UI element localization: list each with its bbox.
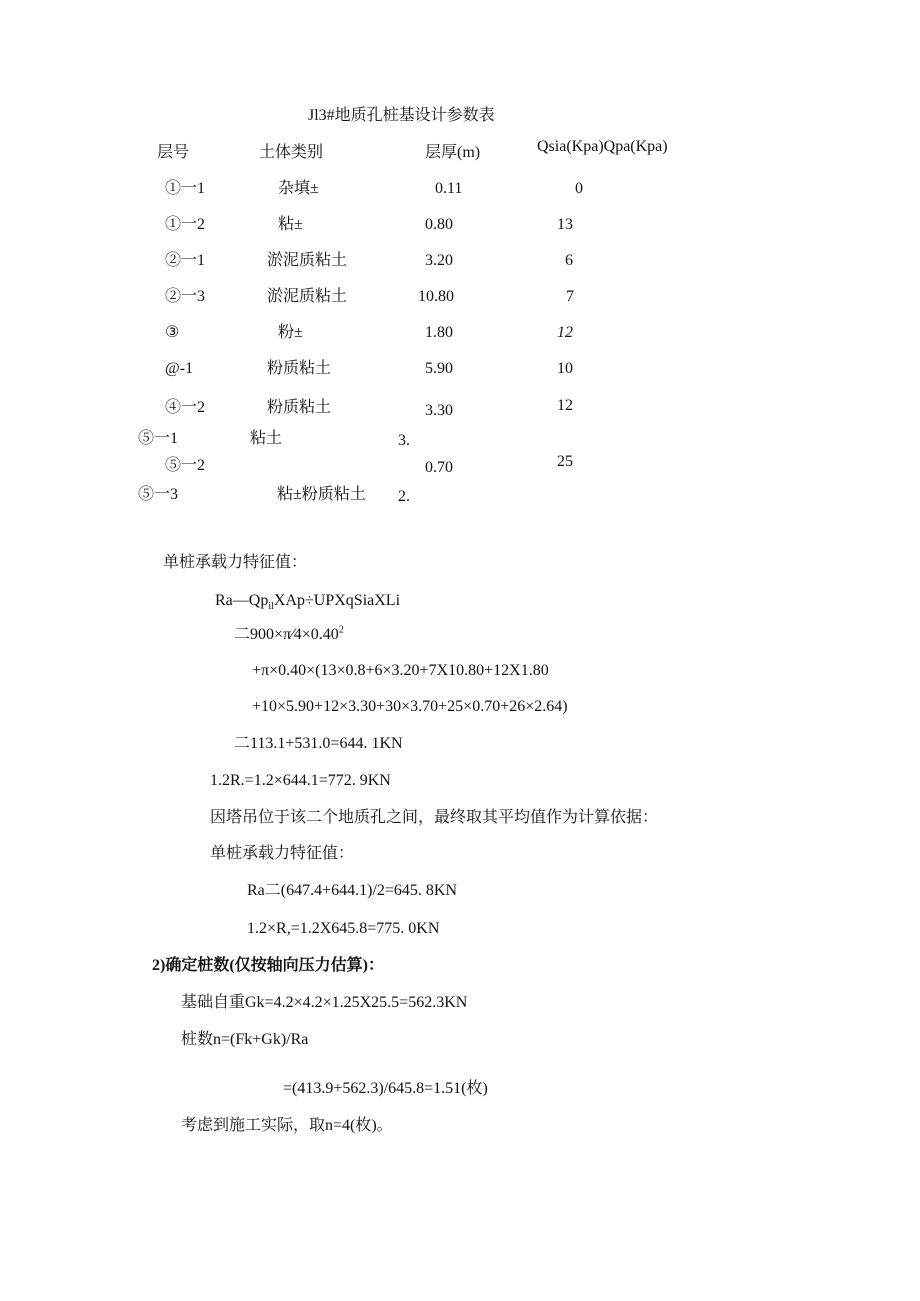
calc-line-7: 1.2×R,=1.2X645.8=775. 0KN — [247, 920, 440, 937]
row-1-qsia: 0 — [575, 180, 583, 197]
calc-line-1 — [234, 625, 344, 645]
row-4-layer-no: ②一3 — [165, 288, 206, 305]
row-5-qsia: 12 — [557, 324, 573, 341]
row-10-soil: 粘±粉质粘土 — [277, 486, 366, 503]
row-2-thickness: 0.80 — [425, 216, 453, 233]
row-8-soil: 粘土 — [250, 430, 283, 447]
row-3-layer-no: ②一1 — [165, 252, 206, 269]
piles-heading: 2)确定桩数(仅按轴向压力估算)： — [152, 957, 384, 974]
calc-line-2: +π×0.40×(13×0.8+6×3.20+7X10.80+12X1.80 — [252, 662, 549, 679]
row-3-qsia: 6 — [565, 252, 573, 269]
table-title: Jl3#地质孔桩基设计参数表 — [308, 107, 495, 124]
row-7-qsia: 12 — [557, 397, 573, 414]
row-7-soil: 粉质粘土 — [267, 399, 332, 416]
row-5-thickness: 1.80 — [425, 324, 453, 341]
calc-line-5: 1.2R.=1.2×644.1=772. 9KN — [210, 772, 391, 789]
header-qsia-qpa: Qsia(Kpa)Qpa(Kpa) — [537, 138, 668, 155]
calc-line-3: +10×5.90+12×3.30+30×3.70+25×0.70+26×2.64) — [252, 698, 568, 715]
row-6-qsia: 10 — [557, 360, 573, 377]
calc-formula-sub: il — [268, 601, 274, 613]
row-5-soil: 粉± — [278, 324, 303, 341]
calc-note: 因塔吊位于该二个地质孔之间，最终取其平均值作为计算依据： — [210, 809, 659, 826]
header-layer-no: 层号 — [157, 144, 190, 161]
row-2-soil: 粘± — [278, 216, 303, 233]
header-thickness: 层厚(m) — [425, 144, 481, 161]
calc-line-6: Ra二(647.4+644.1)/2=645. 8KN — [247, 882, 458, 899]
piles-count-formula: 桩数n=(Fk+Gk)/Ra — [181, 1031, 309, 1048]
row-5-layer-no: ③ — [165, 324, 180, 341]
calc-line-4: 二113.1+531.0=644. 1KN — [234, 735, 403, 752]
piles-conclusion: 考虑到施工实际，取n=4(枚)。 — [181, 1117, 393, 1134]
row-9-qsia: 25 — [557, 453, 573, 470]
row-10-layer-no: ⑤一3 — [138, 486, 179, 503]
row-2-qsia: 13 — [557, 216, 573, 233]
row-1-thickness: 0.11 — [435, 180, 463, 197]
row-7-layer-no: ④一2 — [165, 399, 206, 416]
row-7-thickness: 3.30 — [425, 402, 453, 419]
row-8-thickness: 3. — [398, 432, 410, 449]
calc-line-1-sup: 2 — [338, 624, 344, 636]
piles-count-calc: =(413.9+562.3)/645.8=1.51(枚) — [283, 1080, 488, 1097]
row-9-thickness: 0.70 — [425, 459, 453, 476]
row-9-layer-no: ⑤一2 — [165, 457, 206, 474]
calc-formula-pre: Ra—Qp — [215, 592, 269, 609]
calc-heading-2: 单桩承载力特征值： — [210, 845, 355, 862]
row-6-thickness: 5.90 — [425, 360, 453, 377]
piles-self-weight: 基础自重Gk=4.2×4.2×1.25X25.5=562.3KN — [181, 994, 468, 1011]
row-3-thickness: 3.20 — [425, 252, 453, 269]
row-8-layer-no: ⑤一1 — [138, 430, 179, 447]
row-1-layer-no: ①一1 — [165, 180, 206, 197]
row-2-layer-no: ①一2 — [165, 216, 206, 233]
row-4-qsia: 7 — [566, 288, 574, 305]
calc-formula — [215, 591, 400, 611]
calc-heading-1: 单桩承载力特征值： — [163, 554, 308, 571]
header-soil-type: 土体类别 — [259, 144, 324, 161]
calc-formula-post: XAp÷UPXqSiaXLi — [273, 592, 401, 609]
row-6-soil: 粉质粘土 — [267, 360, 332, 377]
row-3-soil: 淤泥质粘土 — [267, 252, 348, 269]
calc-line-1-text: 二900×π⁄4×0.40 — [234, 626, 339, 643]
row-1-soil: 杂填± — [278, 180, 319, 197]
row-4-soil: 淤泥质粘土 — [267, 288, 348, 305]
row-10-thickness: 2. — [398, 488, 410, 505]
row-6-layer-no: @-1 — [165, 360, 194, 377]
row-4-thickness: 10.80 — [418, 288, 454, 305]
